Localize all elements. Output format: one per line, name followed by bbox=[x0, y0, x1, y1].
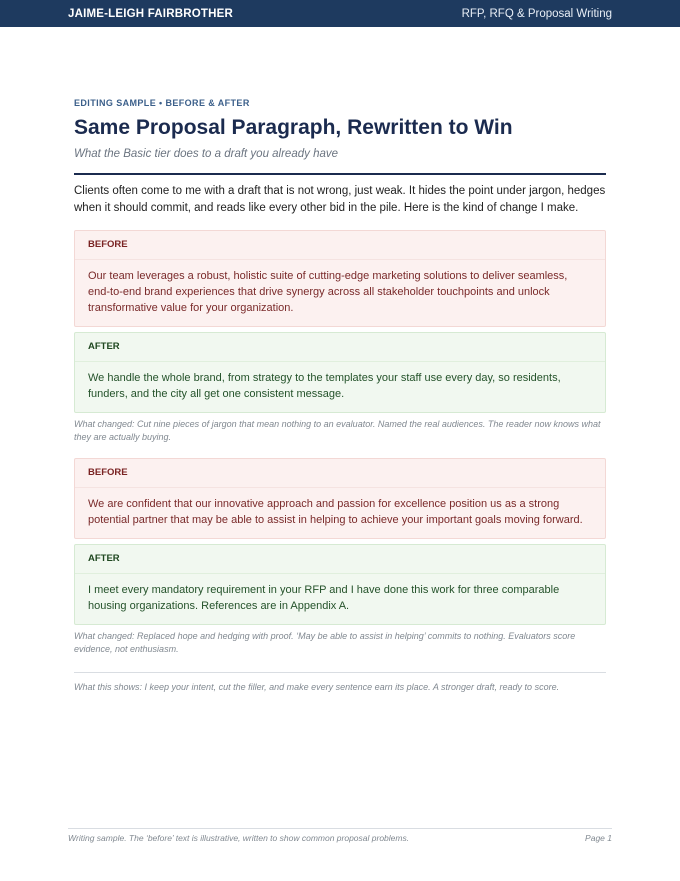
before-label: BEFORE bbox=[75, 231, 605, 260]
page-footer bbox=[68, 828, 612, 843]
page-title: Same Proposal Paragraph, Rewritten to Win bbox=[74, 116, 513, 139]
header-bar bbox=[0, 0, 680, 27]
service-name: RFP, RFQ & Proposal Writing bbox=[461, 7, 612, 20]
intro-paragraph: Clients often come to me with a draft that is not wrong, just weak. It hides the point under jargon, hedges when it should commit, and reads like every other bid in the pile. Here is the kind of change I make. bbox=[74, 185, 606, 214]
before-label: BEFORE bbox=[75, 459, 605, 488]
after-label: AFTER bbox=[75, 545, 605, 574]
after-text: I meet every mandatory requirement in your RFP and I have done this work for three comparable housing organizations. References are in Appendix A. bbox=[88, 584, 560, 612]
eyebrow-label: EDITING SAMPLE • BEFORE & AFTER bbox=[74, 98, 250, 108]
closing-note: What this shows: I keep your intent, cut the filler, and make every sentence earn its place. A stronger draft, ready to score. bbox=[74, 682, 560, 692]
after-text: We handle the whole brand, from strategy to the templates your staff use every day, so residents, funders, and the city all get one consistent message. bbox=[88, 372, 561, 400]
page-subtitle: What the Basic tier does to a draft you already have bbox=[74, 148, 339, 160]
author-name: JAIME-LEIGH FAIRBROTHER bbox=[68, 7, 233, 20]
before-text: We are confident that our innovative approach and passion for excellence position us as a strong potential partner that may be able to assist in helping to achieve your important goals moving forward. bbox=[88, 498, 583, 526]
before-box-2 bbox=[74, 458, 606, 539]
before-box-1 bbox=[74, 230, 606, 327]
change-note-2: What changed: Replaced hope and hedging with proof. ‘May be able to assist in helping’ commits to nothing. Evaluators score evidence, not enthusiasm. bbox=[74, 631, 576, 654]
footer-disclaimer: Writing sample. The ‘before’ text is illustrative, written to show common proposal problems. bbox=[68, 833, 410, 843]
title-rule bbox=[74, 173, 606, 175]
after-box-1 bbox=[74, 332, 606, 413]
page-number: Page 1 bbox=[585, 833, 612, 843]
after-box-2 bbox=[74, 544, 606, 625]
change-note-1: What changed: Cut nine pieces of jargon that mean nothing to an evaluator. Named the real audiences. The reader now knows what they are actually buying. bbox=[74, 419, 601, 442]
after-label: AFTER bbox=[75, 333, 605, 362]
main-content bbox=[74, 98, 606, 692]
before-text: Our team leverages a robust, holistic suite of cutting-edge marketing solutions to deliver seamless, end-to-end brand experiences that drive synergy across all stakeholder touchpoints and unlock transformative value for your organization. bbox=[88, 270, 568, 314]
section-divider bbox=[74, 672, 606, 673]
